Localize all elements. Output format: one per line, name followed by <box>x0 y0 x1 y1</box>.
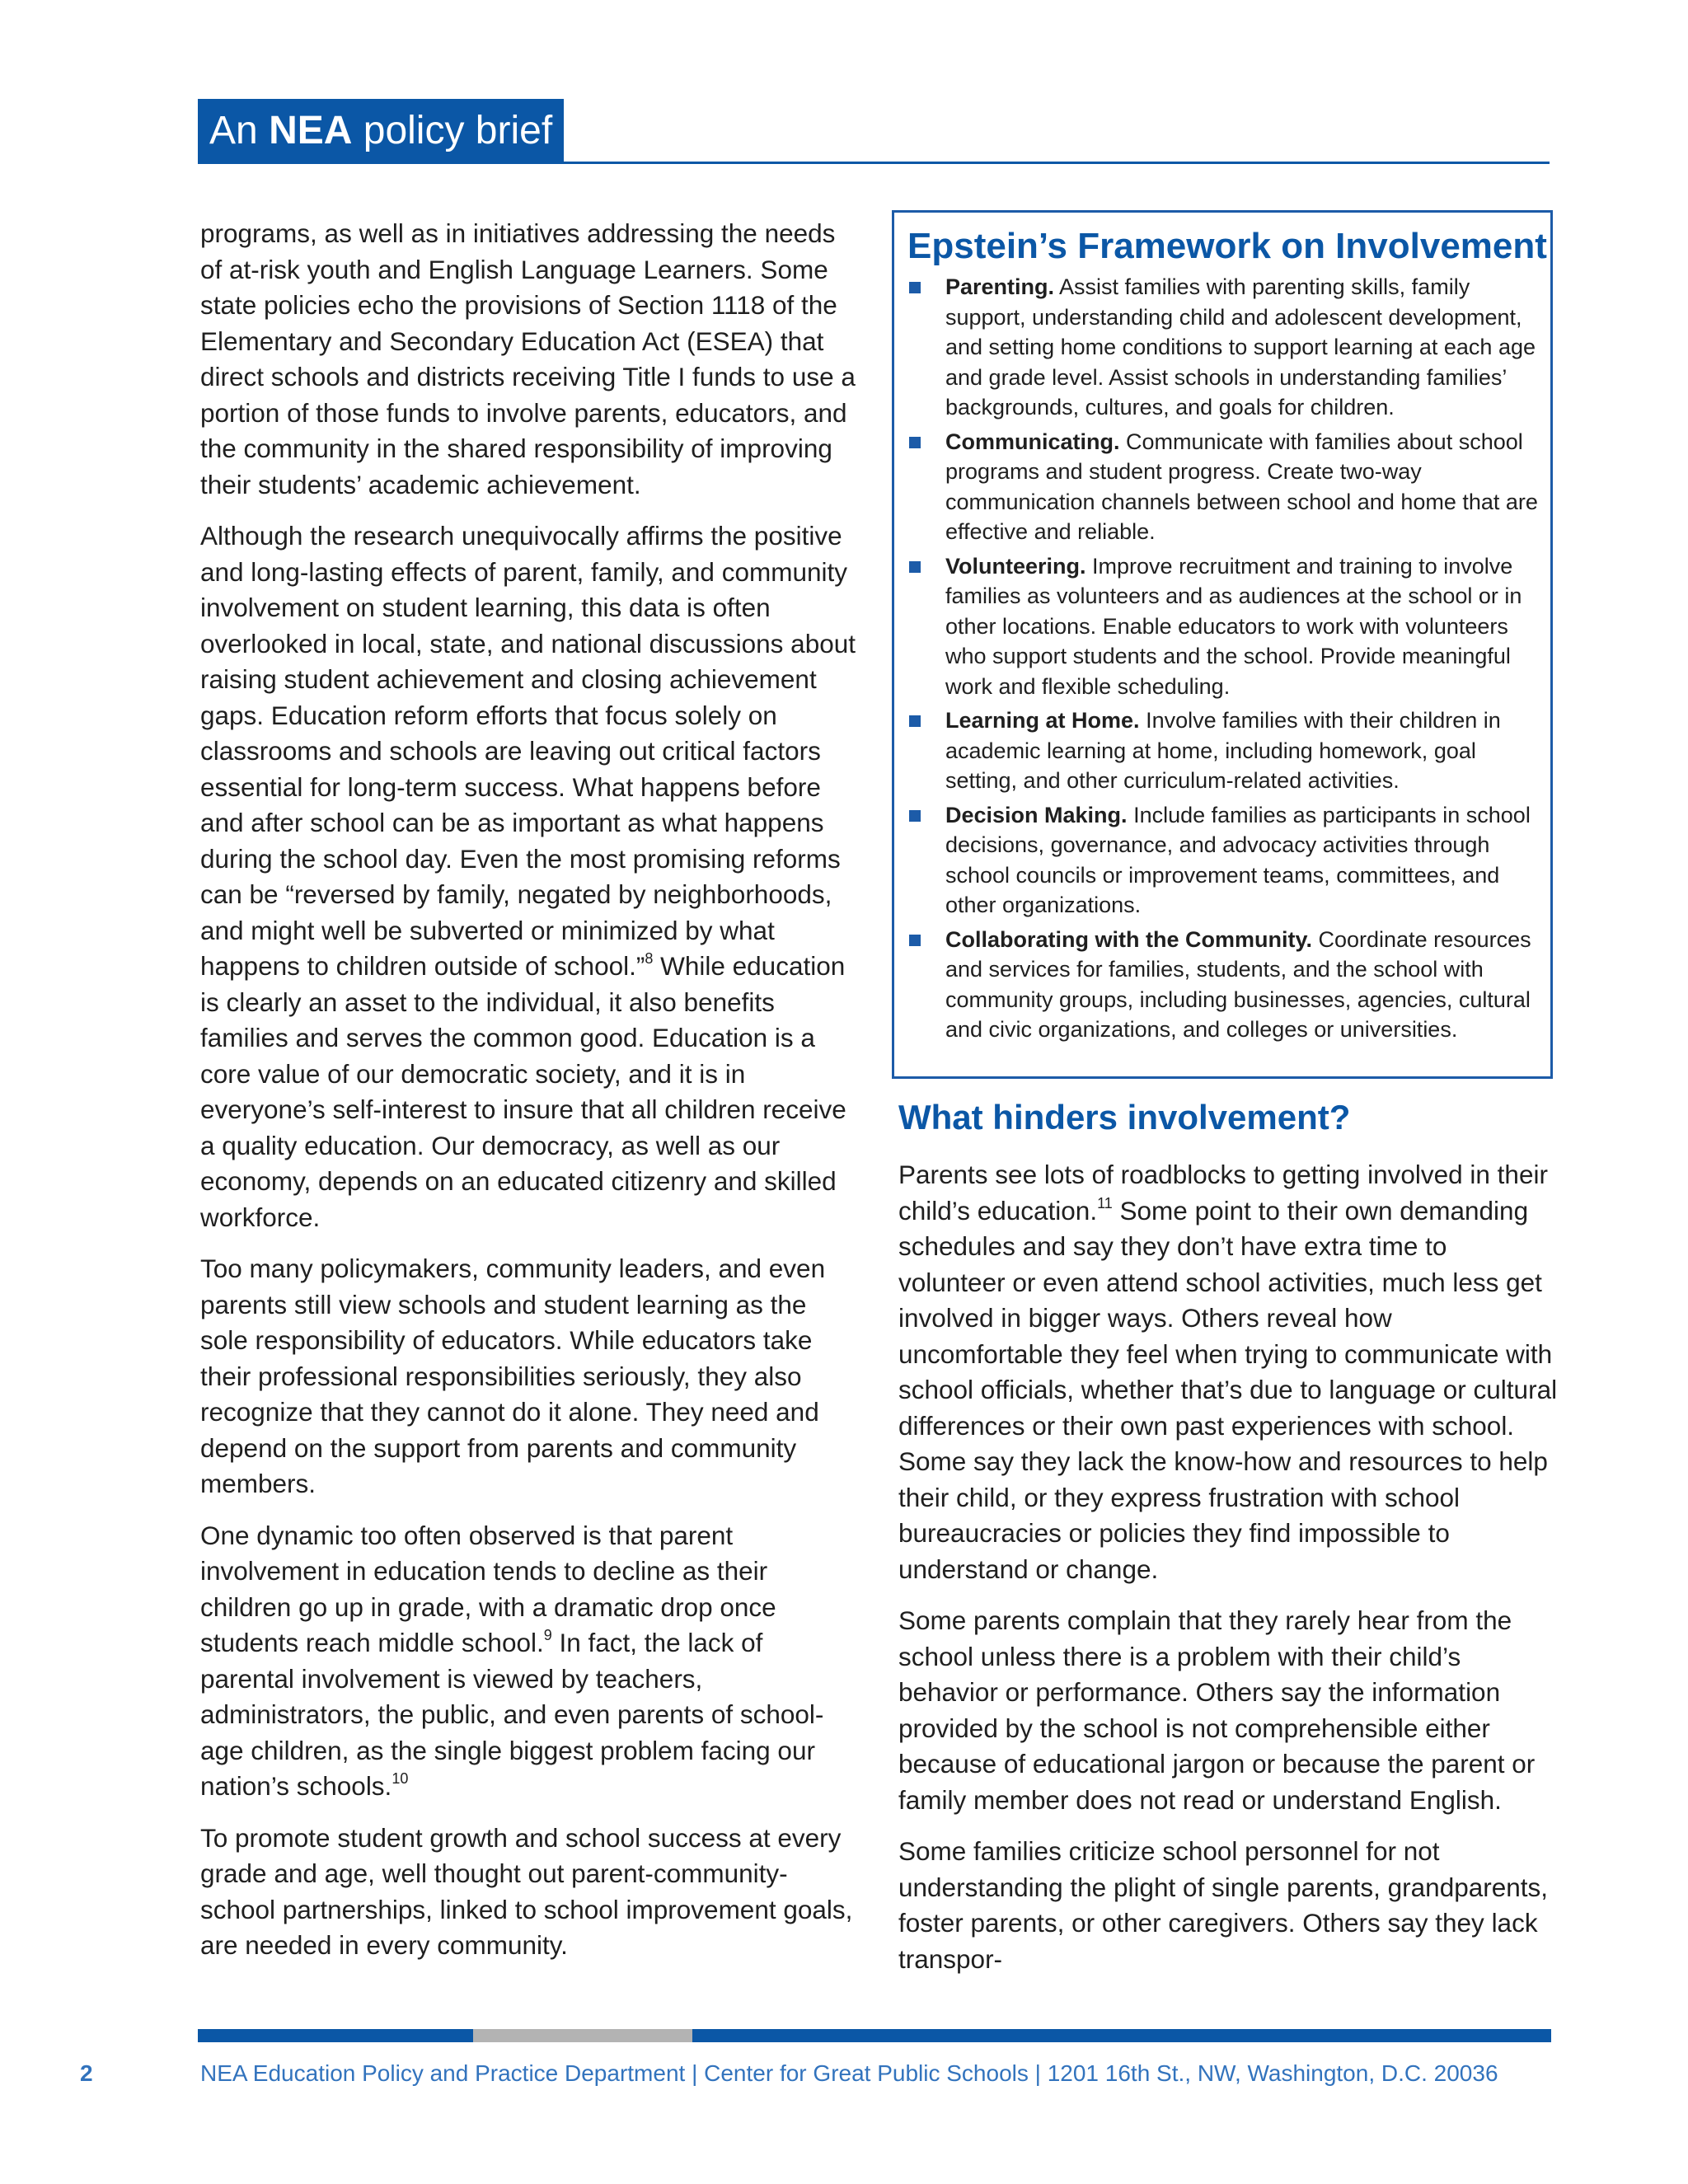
square-bullet-icon <box>909 282 921 293</box>
header-rule <box>198 162 1550 164</box>
list-item: Decision Making. Include families as participants in school decisions, governance, and advocacy activities through school councils or improvement teams, committees, and other organizations. <box>907 800 1540 921</box>
header-brand: NEA <box>269 109 353 152</box>
footer-bar-segment <box>692 2029 1551 2042</box>
list-item: Communicating. Communicate with families about school programs and student progress. Create two-way communication channels between school and home that are effective and reliable. <box>907 427 1540 547</box>
section-heading: What hinders involvement? <box>898 1098 1351 1137</box>
paragraph: programs, as well as in initiatives addressing the needs of at-risk youth and English Language Learners. Some state policies echo the provisions of Section 1118 of the Elementary and Secondary Education Act (ESEA) that direct schools and districts receiving Title I funds to use a portion of those funds to involve parents, educators, and the community in the shared responsibility of improving their students’ academic achievement. <box>200 218 856 499</box>
header-prefix: An <box>209 109 258 152</box>
list-item: Volunteering. Improve recruitment and training to involve families as volunteers and as audiences at the school or in other locations. Enable educators to work with volunteers who support students and the school. Provide meaningful work and flexible scheduling. <box>907 551 1540 702</box>
paragraph: Too many policymakers, community leaders, and even parents still view schools and student learning as the sole responsibility of educators. While educators take their professional responsibilities seriously, they also recognize that they cannot do it alone. They need and depend on the support from parents and community members. <box>200 1254 826 1498</box>
footnote-ref: 9 <box>543 1627 552 1643</box>
square-bullet-icon <box>909 935 921 946</box>
header-suffix: policy brief <box>363 109 553 152</box>
framework-sidebar <box>892 210 1553 1079</box>
footer-bar-segment <box>473 2029 692 2042</box>
square-bullet-icon <box>909 561 921 573</box>
paragraph: Parents see lots of roadblocks to getting involved in their child’s education.$^{11}$ Some point to their own demanding schedules and say they don’t have extra time to volunteer or even attend school activities, much less get involved in bigger ways. Others reveal how uncomfortable they feel when trying to communicate with school officials, whether that’s due to language or cultural differences or their own past experiences with school. Some say they lack the know-how and resources to help their child, or they express frustration with school bureaucracies or policies they find impossible to understand or change. <box>898 1160 1558 1584</box>
left-column <box>200 216 860 1980</box>
paragraph: One dynamic too often observed is that parent involvement in education tends to decline as their children go up in grade, with a dramatic drop once students reach middle school.$^9$ In fact, the lack of parental involvement is viewed by teachers, administrators, the public, and even parents of school-age children, as the single biggest problem facing our nation’s schools.$^{10}$ <box>200 1520 824 1801</box>
paragraph: Some parents complain that they rarely hear from the school unless there is a problem with their child’s behavior or performance. Others say the information provided by the school is not comprehensible either because of educational jargon or because the parent or family member does not read or understand English. <box>898 1605 1536 1815</box>
list-item: Collaborating with the Community. Coordinate resources and services for families, students, and the school with community groups, including businesses, agencies, cultural and civic organizations, and colleges or universities. <box>907 925 1540 1045</box>
footnote-ref: 10 <box>392 1770 409 1787</box>
paragraph: Some families criticize school personnel for not understanding the plight of single parents, grandparents, foster parents, or other caregivers. Others say they lack transpor- <box>898 1836 1549 1974</box>
page-number: 2 <box>80 2060 93 2086</box>
right-column <box>898 1096 1558 1993</box>
square-bullet-icon <box>909 437 921 448</box>
paragraph: To promote student growth and school success at every grade and age, well thought out parent-community-school partnerships, linked to school improvement goals, are needed in every community. <box>200 1822 853 1960</box>
footnote-ref: 8 <box>645 950 654 967</box>
footnote-ref: 11 <box>1097 1194 1113 1212</box>
list-item: Parenting. Assist families with parenting skills, family support, understanding child and adolescent development, and setting home conditions to support learning at each age and grade level. Assist schools in understanding families’ backgrounds, cultures, and goals for children. <box>907 272 1540 423</box>
sidebar-title: Epstein’s Framework on Involvement <box>907 226 1547 266</box>
footer-text: NEA Education Policy and Practice Department | Center for Great Public Schools | 1201 16th St., NW, Washington, D.C. 20036 <box>200 2060 1498 2086</box>
square-bullet-icon <box>909 715 921 727</box>
square-bullet-icon <box>909 810 921 822</box>
header-tab <box>198 99 564 163</box>
paragraph: Although the research unequivocally affirms the positive and long-lasting effects of parent, family, and community involvement on student learning, this data is often overlooked in local, state, and national discussions about raising student achievement and closing achievement gaps. Education reform efforts that focus solely on classrooms and schools are leaving out critical factors essential for long-term success. What happens before and after school can be as important as what happens during the school day. Even the most promising reforms can be “reversed by family, negated by neighborhoods, and might well be subverted or minimized by what happens to children outside of school.”$^8$ While education is clearly an asset to the individual, it also benefits families and serves the common good. Education is a core value of our democratic society, and it is in everyone’s self-interest to insure that all children receive a quality education. Our democracy, as well as our economy, depends on an educated citizenry and skilled workforce. <box>200 521 856 1232</box>
framework-list <box>907 272 1540 1045</box>
list-item: Learning at Home. Involve families with their children in academic learning at home, including homework, goal setting, and other curriculum-related activities. <box>907 705 1540 796</box>
footer-bar-segment <box>198 2029 473 2042</box>
